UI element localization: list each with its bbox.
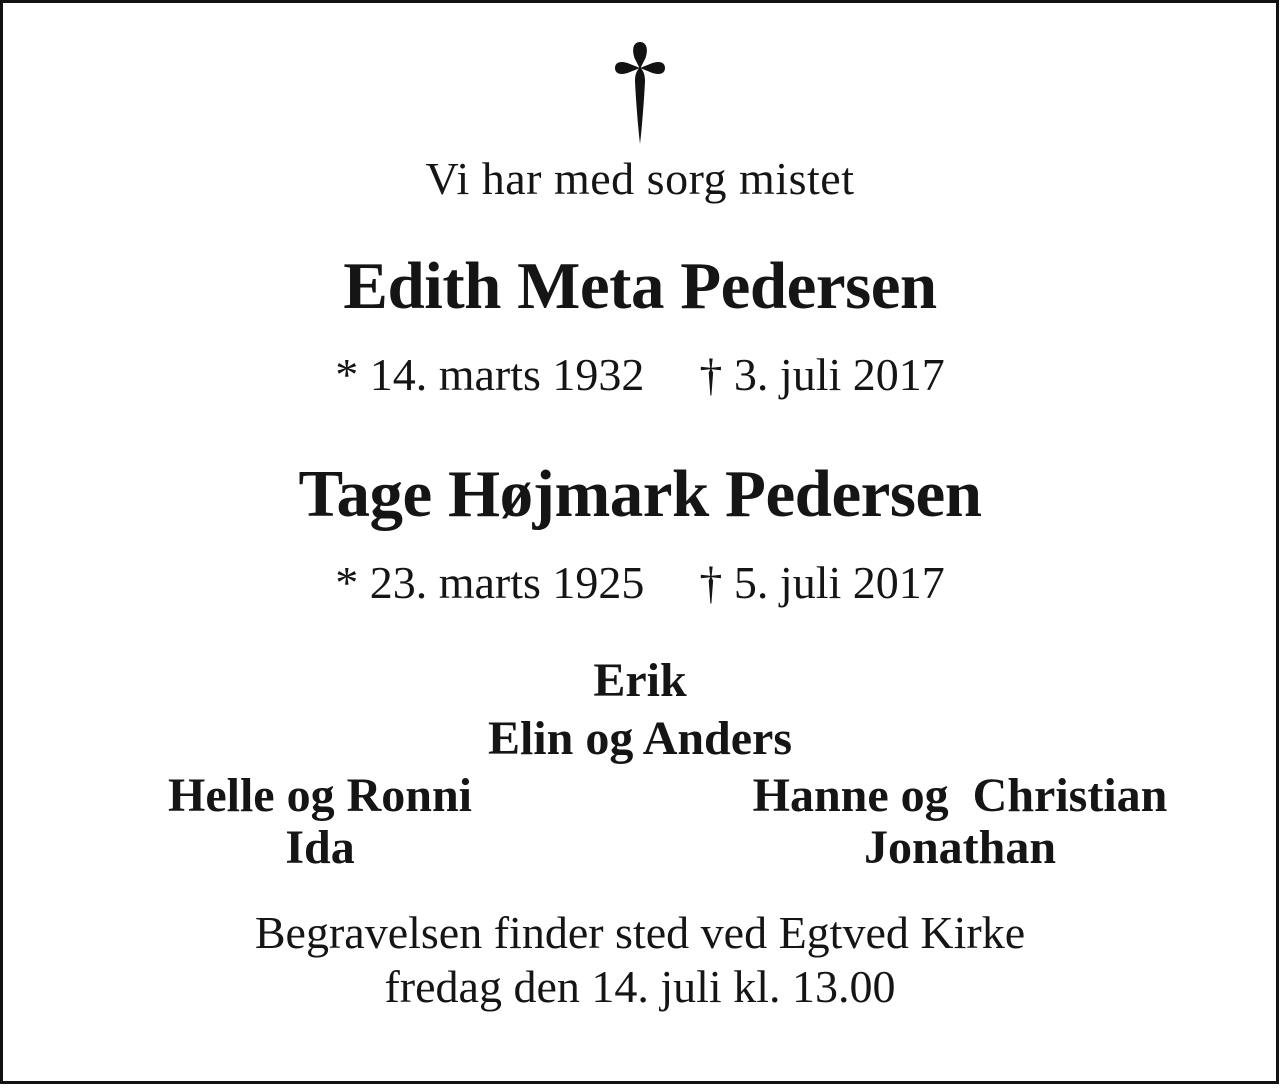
funeral-time-line: fredag den 14. juli kl. 13.00 [384, 961, 896, 1012]
deceased-name: Edith Meta Pedersen [343, 249, 937, 323]
death-date: † 5. juli 2017 [699, 557, 945, 608]
deceased-person [0, 249, 1280, 400]
deceased-name: Tage Højmark Pedersen [298, 457, 982, 531]
death-date: † 3. juli 2017 [699, 349, 945, 400]
birth-date: * 14. marts 1932 [335, 349, 645, 400]
funeral-location-line: Begravelsen finder sted ved Egtved Kirke [254, 907, 1026, 958]
mourner-line: Erik [593, 654, 687, 707]
mourner-left: Helle og Ronni [167, 769, 472, 822]
mourner-right: Jonathan [863, 821, 1057, 874]
mourner-row [0, 821, 1280, 874]
life-dates [0, 349, 1280, 400]
life-dates [0, 557, 1280, 608]
mourner-right: Hanne og Christian [752, 769, 1168, 822]
mourner-left: Ida [285, 821, 355, 874]
mourner-line: Elin og Anders [487, 712, 793, 765]
mourners-section [0, 654, 1280, 874]
intro-line: Vi har med sorg mistet [425, 153, 855, 204]
deceased-person [0, 457, 1280, 608]
memorial-cross-icon [613, 40, 667, 146]
birth-date: * 23. marts 1925 [335, 557, 645, 608]
funeral-section [0, 907, 1280, 1012]
mourner-row [0, 769, 1280, 822]
